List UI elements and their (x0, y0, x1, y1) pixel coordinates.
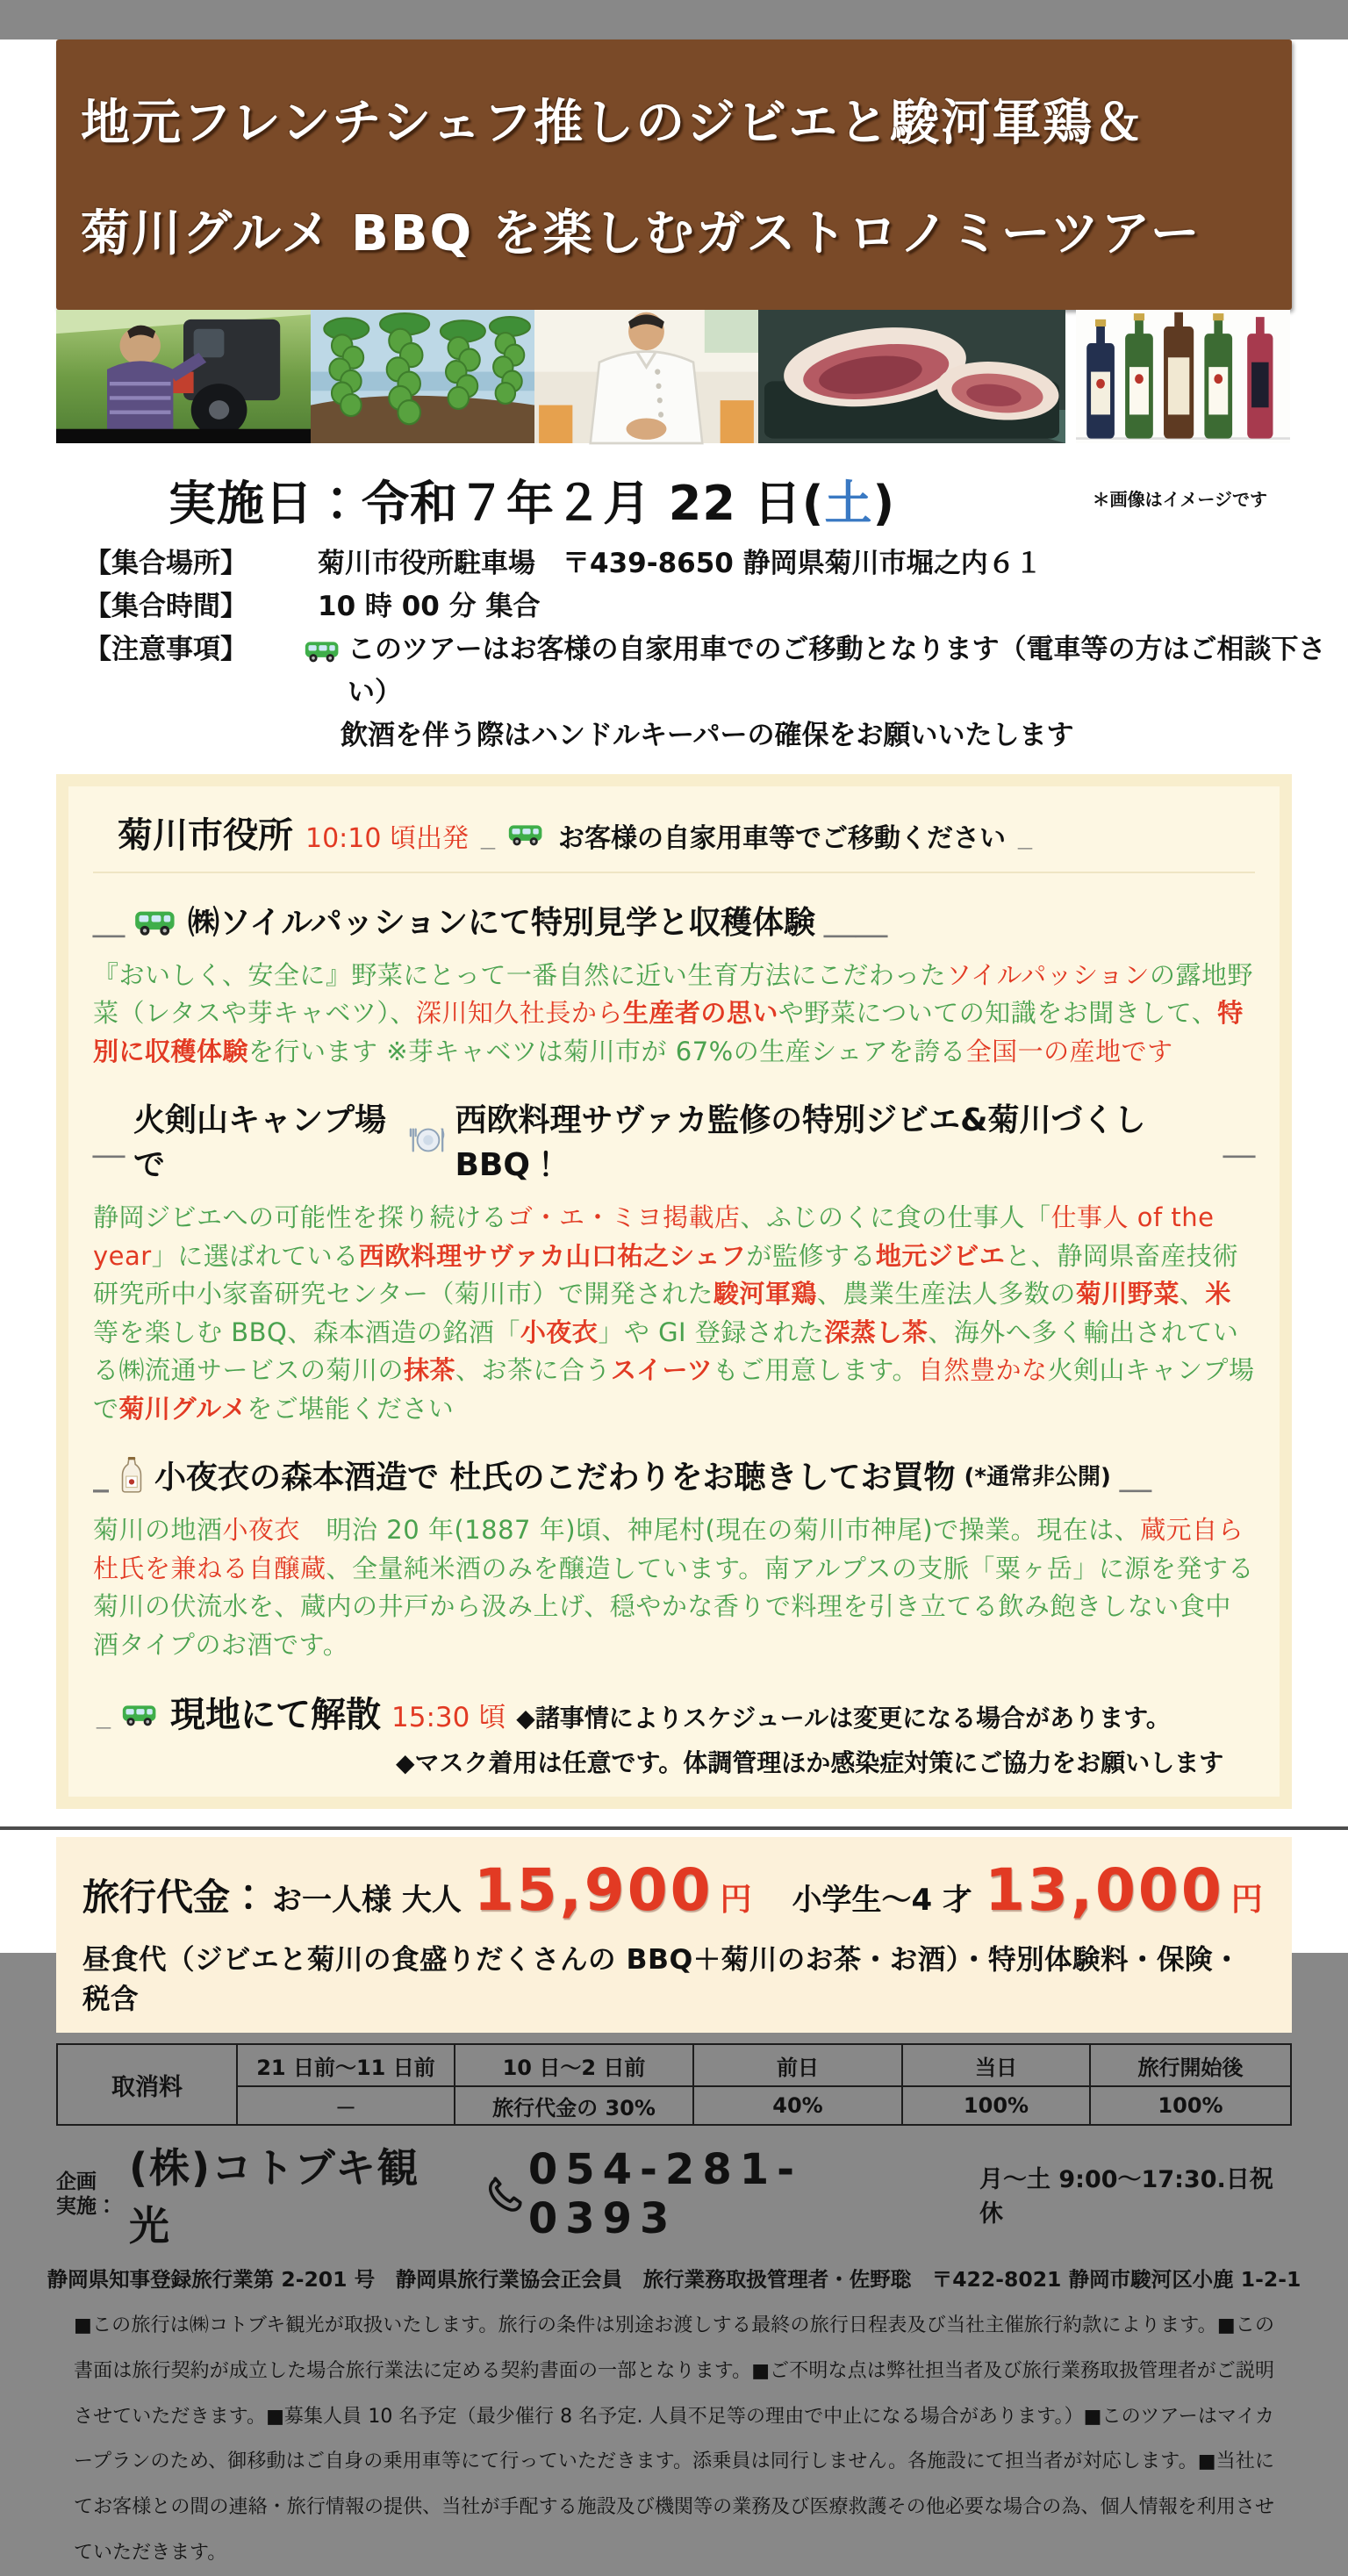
stop2-title-a: 火剣山キャンプ場で (133, 1102, 387, 1184)
tour-flyer (0, 39, 1348, 2564)
deco-underscore: ＿ (93, 1124, 125, 1161)
deco-underscore: ＿ (97, 1713, 111, 1731)
photo-strip (56, 310, 1292, 443)
meeting-place-row (84, 542, 1348, 585)
yen-suffix: 円 (1230, 1882, 1263, 1919)
meeting-note-label: 【注意事項】 (84, 633, 247, 665)
price-line (82, 1856, 1266, 1924)
deco-underscore: ＿ (481, 833, 496, 850)
start-place: 菊川市役所 (118, 814, 293, 856)
meeting-time-row (84, 585, 1348, 628)
meeting-note-1: このツアーはお客様の自家用車でのご移動となります（電車等の方はご相談下さい） (304, 628, 1348, 714)
end-time: 15:30 頃 (391, 1702, 506, 1734)
cancel-header: 旅行開始後 (1090, 2044, 1291, 2086)
end-note-1: ◆諸事情によりスケジュールは変更になる場合があります。 (516, 1704, 1171, 1733)
yen-suffix: 円 (720, 1882, 752, 1919)
deco-underscore: ＿ (1223, 1124, 1255, 1161)
start-time: 10:10 頃出発 (305, 822, 469, 854)
stop3-note: (*通常非公開) (964, 1464, 1111, 1491)
stop2-title-b: 西欧料理サヴァカ監修の特別ジビエ&菊川づくし BBQ！ (455, 1102, 1146, 1184)
sake-bottles-photo (1076, 310, 1290, 443)
company-phone: 054-281-0393 (527, 2145, 803, 2244)
stop3-description: 菊川の地酒小夜衣 明治 20 年(1887 年)頃、神尾村(現在の菊川市神尾)で操業。現在は、蔵元自ら杜氏を兼ねる自醸蔵、全量純米酒のみを醸造しています。南アルプスの支脈「粟ヶ岳」に源を発する菊川の伏流水を、蔵内の井戸から汲み上げ、穏やかな香りで料理を引き立てる飲み飽きしない食中酒タイプのお酒です。 (93, 1515, 1254, 1660)
cancel-row-label: 取消料 (57, 2044, 237, 2125)
event-date-day: 土 (824, 476, 873, 531)
stop2-description: 静岡ジビエへの可能性を探り続けるゴ・エ・ミヨ掲載店、ふじのくに食の仕事人「仕事人 of the year」に選ばれている西欧料理サヴァカ山口祐之シェフが監修する地元ジビエと、静岡県畜産技術研究所中小家畜研究センター（菊川市）で開発された駿河軍鶏、農業生産法人多数の菊川野菜、米等を楽しむ BBQ、森本酒造の銘酒「小夜衣」や GI 登録された深蒸し茶、海外へ多く輸出されている㈱流通サービスの菊川の抹茶、お茶に合うスイーツもご用意します。自然豊かな火剣山キャンプ場で菊川グルメをご堪能ください (93, 1202, 1255, 1424)
cancel-header: 21 日前～11 日前 (237, 2044, 455, 2086)
price-includes: 昼食代（ジビエと菊川の食盛りだくさんの BBQ＋菊川のお茶・お酒）・特別体験料・保険・税含 (82, 1944, 1242, 2016)
meeting-place-label: 【集合場所】 (84, 548, 247, 579)
price-box (56, 1837, 1292, 2033)
meeting-place-value: 菊川市役所駐車場 〒439-8650 静岡県菊川市堀之内６１ (318, 548, 1043, 579)
cancel-value: － (237, 2086, 455, 2125)
itinerary-end-row (93, 1687, 1255, 1737)
cancellation-table (56, 2043, 1292, 2126)
title-line-1: 地元フレンチシェフ推しのジビエと駿河軍鶏＆ (81, 95, 1145, 152)
cancel-value: 40% (693, 2086, 902, 2125)
deco-underscore: _ (93, 1457, 109, 1494)
van-icon (121, 1700, 160, 1730)
meeting-note-row (84, 628, 1348, 714)
company-hours: 月～土 9:00～17:30.日祝休 (979, 2166, 1273, 2228)
deco-underscore: ＿ (93, 904, 125, 941)
cancel-header: 10 日～2 日前 (455, 2044, 693, 2086)
meeting-time-label: 【集合時間】 (84, 590, 247, 622)
company-name: (株)コトブキ観光 (129, 2144, 419, 2250)
stop2-heading (93, 1095, 1255, 1185)
game-meat-photo (758, 310, 1065, 443)
stop1-description: 『おいしく、安全に』野菜にとって一番自然に近い生育方法にこだわったソイルパッションの露地野菜（レタスや芽キャベツ）、深川知久社長から生産者の思いや野菜についての知識をお聞きして、特別に収穫体験を行います ※芽キャベツは菊川市が 67%の生産シェアを誇る全国一の産地です (93, 959, 1254, 1066)
deco-underscore: ＿＿ (823, 904, 887, 941)
meeting-info (84, 542, 1348, 757)
stop3-title: 小夜衣の森本酒造で 杜氏のこだわりをお聴きしてお買物 (154, 1460, 956, 1496)
title-line-2: 菊川グルメ BBQ を楽しむガストロノミーツアー (81, 205, 1201, 262)
cancel-header: 前日 (693, 2044, 902, 2086)
cancel-value: 100% (902, 2086, 1090, 2125)
deco-underscore: ＿ (1119, 1460, 1151, 1496)
brussels-sprouts-photo (311, 310, 534, 443)
end-note-2: ◆マスク着用は任意です。体調管理ほか感染症対策にご協力をお願いします (396, 1748, 1224, 1778)
farmer-photo (56, 310, 311, 443)
deco-underscore: ＿ (1018, 833, 1033, 850)
adult-label: お一人様 大人 (272, 1883, 462, 1919)
van-icon (507, 820, 546, 850)
itinerary-start-row (93, 802, 1255, 873)
child-label: 小学生～4 才 (792, 1883, 973, 1919)
end-title: 現地にて解散 (170, 1695, 382, 1736)
planner-label: 企画 実施： (56, 2170, 117, 2219)
van-icon (133, 905, 179, 940)
phone-icon (486, 2176, 523, 2213)
registration-line: 静岡県知事登録旅行業第 2-201 号 静岡県旅行業協会正会員 旅行業務取扱管理者・佐野聡 〒422-8021 静岡市駿河区小鹿 1-2-1 (47, 2267, 1301, 2293)
sake-bottle-icon (118, 1456, 146, 1495)
stop1-title: ㈱ソイルパッションにて特別見学と収穫体験 (188, 904, 815, 941)
stop3-heading (93, 1453, 1255, 1497)
event-date: 実施日：令和７年２月 22 日(土) (168, 476, 896, 531)
van-icon (304, 634, 342, 664)
cancel-value: 旅行代金の 30% (455, 2086, 693, 2125)
cancel-value: 100% (1090, 2086, 1291, 2125)
event-date-row (56, 466, 1292, 534)
section-divider (0, 1826, 1348, 1830)
meeting-note-2: 飲酒を伴う際はハンドルキーパーの確保をお願いいたします (341, 719, 1074, 751)
fine-print: ■この旅行は㈱コトブキ観光が取扱いたします。旅行の条件は別途お渡しする最終の旅行日程表及び当社主催旅行約款によります。■この書面は旅行契約が成立した場合旅行業法に定める契約書面の一部となります。■ご不明な点は弊社担当者及び旅行業務取扱管理者がご説明させていただきます。■募集人員 10 名予定（最少催行 8 名予定. 人員不足等の理由で中止になる場合があります。）■このツアーはマイカープランのため、御移動はご自身の乗用車等にて行っていただきます。添乗員は同行しません。各施設にて担当者が対応します。■当社にてお客様との間の連絡・旅行情報の提供、当社が手配する施設及び機関等の業務及び医療救護その他必要な場合の為、個人情報を利用させていただきます。 (74, 2314, 1274, 2564)
title-banner (56, 39, 1292, 310)
cancel-header: 当日 (902, 2044, 1090, 2086)
adult-price: 15,900 (473, 1856, 713, 1925)
price-label: 旅行代金： (82, 1876, 268, 1919)
start-move-note: お客様の自家用車等でご移動ください (558, 822, 1007, 854)
itinerary-box (56, 774, 1292, 1810)
dining-icon (409, 1123, 446, 1158)
chef-photo (534, 310, 758, 443)
child-price: 13,000 (985, 1856, 1224, 1925)
meeting-time-value: 10 時 00 分 集合 (318, 590, 541, 622)
stop1-heading (93, 898, 1255, 943)
company-row (56, 2136, 1292, 2252)
image-disclaimer: ＊画像はイメージです (1092, 489, 1267, 510)
